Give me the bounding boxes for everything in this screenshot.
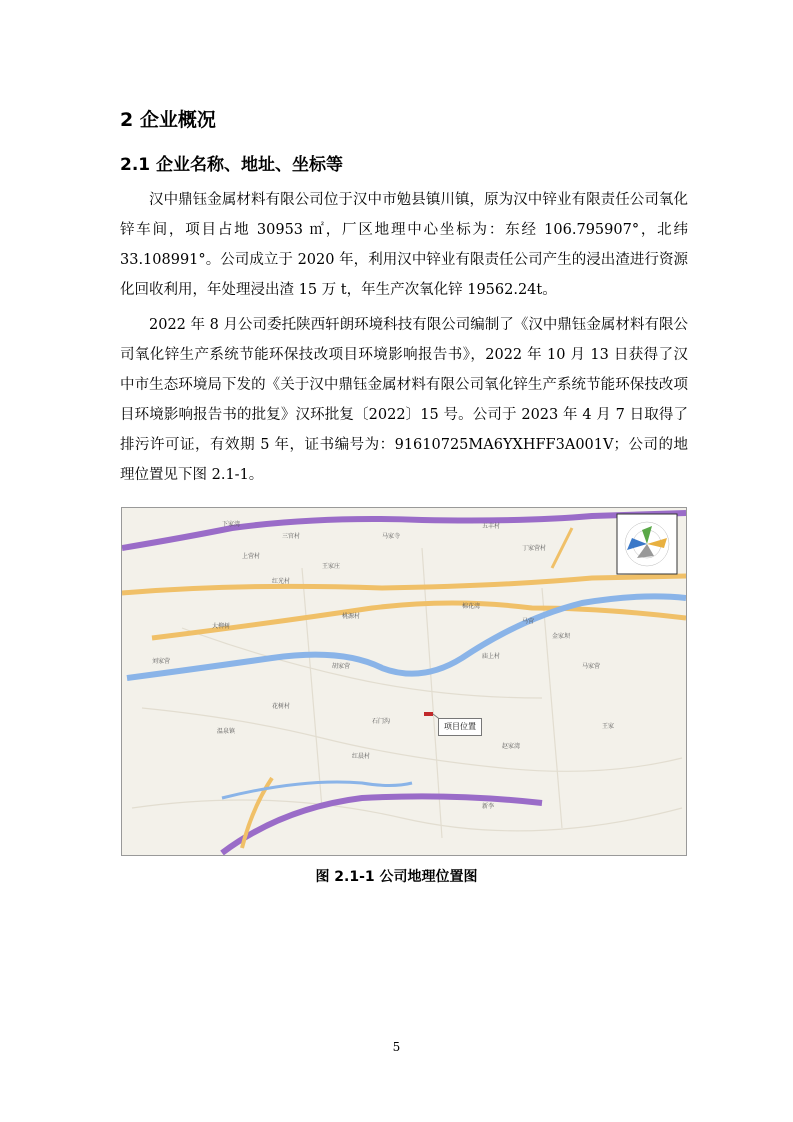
map-place-label: 温泉镇: [217, 728, 236, 735]
map-place-label: 下家湾: [222, 521, 241, 528]
map-place-label: 丁家营村: [522, 545, 547, 552]
location-map: [121, 507, 687, 856]
map-canvas: [122, 508, 686, 855]
map-place-label: 三官村: [282, 533, 301, 540]
map-place-label: 花树村: [272, 703, 291, 710]
map-place-label: 上营村: [242, 553, 261, 560]
paragraph-approval: 2022 年 8 月公司委托陕西轩朗环境科技有限公司编制了《汉中鼎钰金属材料有限公司氧化锌生产系统节能环保技改项目环境影响报告书》，2022 年 10 月 13 日获得了汉中市生态环境局下发的《关于汉中鼎钰金属材料有限公司氧化锌生产系统节能环保技改项目环境影响报告书的批复》汉环批复〔2022〕15 号。公司于 2023 年 4 月 7 日取得了排污许可证，有效期 5 年，证书编号为：91610725MA6YXHFF3A001V；公司的地理位置见下图 2.1-1。: [120, 317, 688, 483]
subsection-heading: 2.1 企业名称、地址、坐标等: [120, 155, 344, 175]
map-place-label: 刘家营: [152, 658, 171, 665]
map-place-label: 石门沟: [372, 718, 391, 725]
page-number: 5: [392, 1040, 401, 1054]
map-place-label: 赵家湾: [502, 743, 521, 750]
map-place-label: 金家坝: [552, 633, 571, 640]
map-place-label: 红晨村: [352, 753, 371, 760]
map-place-label: 红光村: [272, 578, 291, 585]
map-place-label: 桃源村: [342, 613, 361, 620]
map-place-label: 新李: [482, 803, 495, 810]
map-place-label: 五丰村: [482, 523, 501, 530]
section-heading: 2 企业概况: [120, 109, 216, 131]
map-place-label: 庙上村: [482, 653, 501, 660]
map-place-label: 马家营: [582, 663, 601, 670]
paragraph-location: 汉中鼎钰金属材料有限公司位于汉中市勉县镇川镇，原为汉中锌业有限责任公司氧化锌车间，项目占地 30953 ㎡，厂区地理中心坐标为：东经 106.795907°，北纬 33.108991°。公司成立于 2020 年，利用汉中锌业有限责任公司产生的浸出渣进行资源化回收利用，年处理浸出渣 15 万 t，年生产次氧化锌 19562.24t。: [120, 192, 688, 298]
map-place-label: 大柳树: [212, 623, 231, 630]
map-place-label: 胡家营: [332, 663, 351, 670]
map-place-label: 马营: [522, 618, 535, 625]
map-place-label: 王家庄: [322, 563, 341, 570]
project-location-label: 项目位置: [438, 718, 482, 736]
map-place-label: 王家: [602, 723, 615, 730]
figure-caption: 图 2.1-1 公司地理位置图: [315, 869, 478, 885]
map-place-label: 棉花湾: [462, 603, 481, 610]
map-place-label: 马家寺: [382, 533, 401, 540]
